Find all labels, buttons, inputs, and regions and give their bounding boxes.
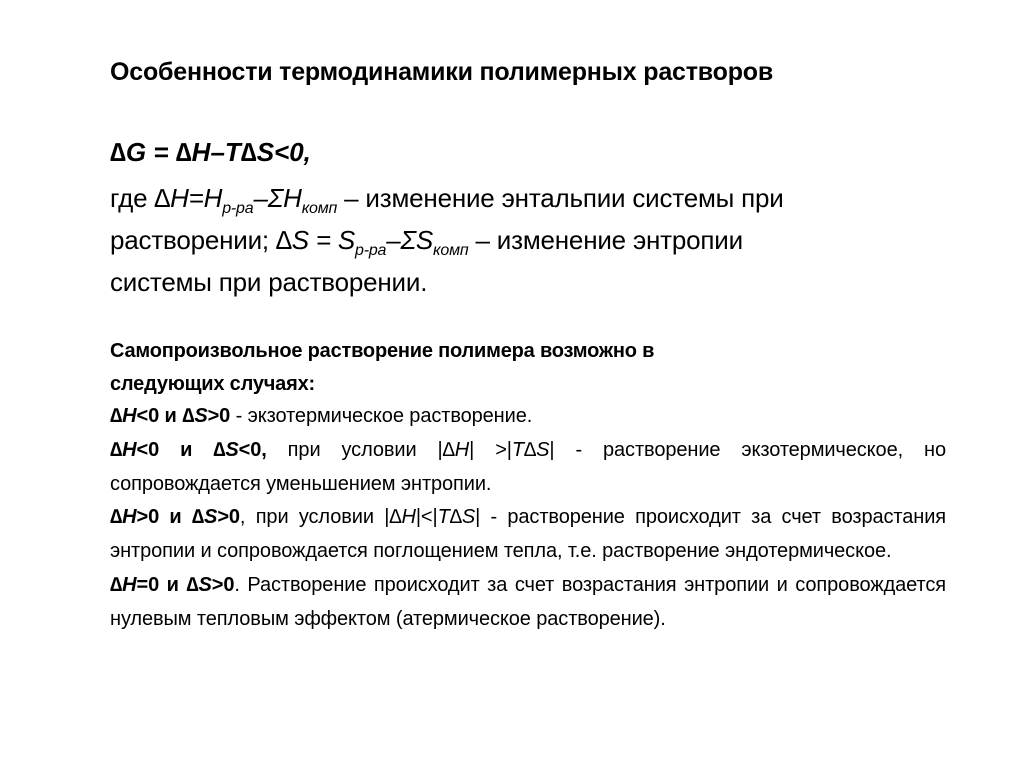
definitions-paragraph (110, 177, 950, 303)
definition-end: системы при растворении. (110, 267, 428, 297)
case-endothermic: ∆H>0 и ∆S>0, при условии |∆H|<|T∆S| - растворение происходит за счет возрастания энтропии и сопровождается поглощением тепла, т.е. растворение эндотермическое. (110, 506, 947, 563)
case-exothermic-entropy-decrease: ∆H<0 и ∆S<0, при условии |∆H| >|T∆S| - растворение экзотермическое, но сопровождается уменьшением энтропии. (110, 438, 946, 495)
definition-enthalpy: где $\Delta H=H_{р-ра}-\Sigma H_{комп}$ – изменение энтальпии системы при (110, 183, 784, 217)
section-title: Самопроизвольное растворение полимера возможно в следующих случаях: (110, 340, 655, 395)
definition-entropy: растворении; $\Delta S = S_{р-ра}-\Sigma S_{комп}$ – изменение энтропии (110, 225, 743, 259)
cases-list (110, 400, 946, 637)
slide-title: Особенности термодинамики полимерных растворов (110, 58, 774, 86)
gibbs-formula: ∆G = ∆H–T∆S<0, (110, 137, 311, 167)
case-athermal: ∆H=0 и ∆S>0. Растворение происходит за счет возрастания энтропии и сопровождается нулевым тепловым эффектом (атермическое растворение). (110, 573, 946, 630)
case-exothermic: ∆H<0 и ∆S>0 - экзотермическое растворение. (110, 405, 533, 427)
